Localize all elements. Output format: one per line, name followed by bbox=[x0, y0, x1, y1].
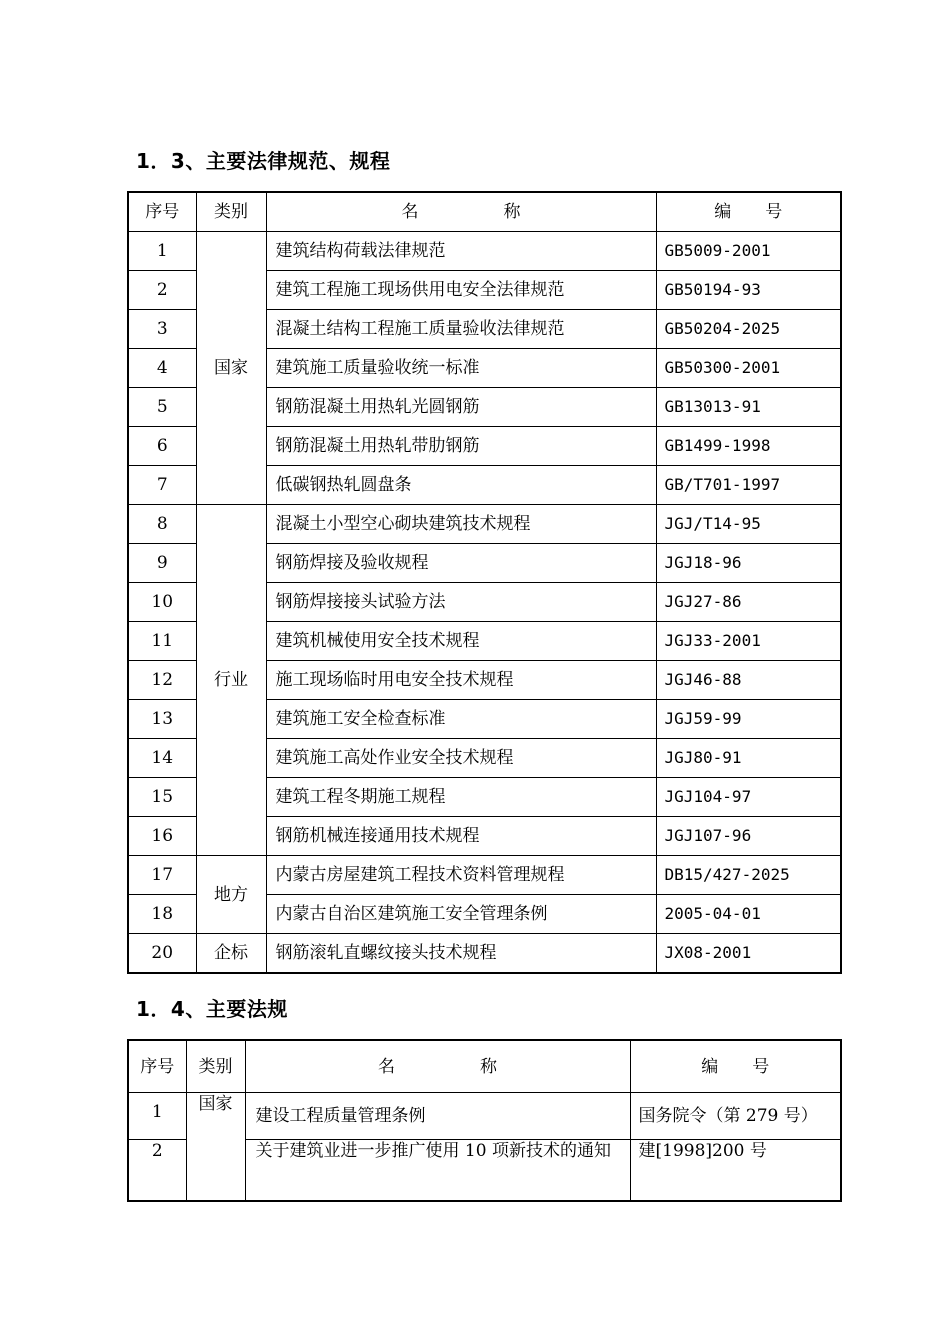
row-code: GB13013-91 bbox=[656, 388, 841, 427]
header-no: 序号 bbox=[128, 1040, 186, 1093]
row-code: JGJ46-88 bbox=[656, 661, 841, 700]
regulations-table bbox=[127, 191, 842, 974]
row-code: 国务院令（第 279 号） bbox=[630, 1093, 841, 1140]
row-category: 国家 bbox=[196, 232, 266, 505]
row-name: 建筑施工安全检查标准 bbox=[266, 700, 656, 739]
row-name: 钢筋滚轧直螺纹接头技术规程 bbox=[266, 934, 656, 974]
row-no: 11 bbox=[128, 622, 196, 661]
header-category: 类别 bbox=[186, 1040, 245, 1093]
header-name: 名 称 bbox=[245, 1040, 630, 1093]
row-no: 8 bbox=[128, 505, 196, 544]
row-code: 建[1998]200 号 bbox=[630, 1140, 841, 1202]
row-no: 20 bbox=[128, 934, 196, 974]
row-code: DB15/427-2025 bbox=[656, 856, 841, 895]
section-title-laws: 1．4、主要法规 bbox=[136, 997, 288, 1021]
row-no: 13 bbox=[128, 700, 196, 739]
table-row bbox=[128, 505, 841, 544]
header-category: 类别 bbox=[196, 192, 266, 232]
row-name: 混凝土小型空心砌块建筑技术规程 bbox=[266, 505, 656, 544]
row-code: GB/T701-1997 bbox=[656, 466, 841, 505]
row-code: JGJ107-96 bbox=[656, 817, 841, 856]
table-row bbox=[128, 856, 841, 895]
header-name: 名 称 bbox=[266, 192, 656, 232]
row-name: 关于建筑业进一步推广使用 10 项新技术的通知 bbox=[245, 1140, 630, 1202]
row-name: 钢筋混凝土用热轧带肋钢筋 bbox=[266, 427, 656, 466]
row-category: 地方 bbox=[196, 856, 266, 934]
row-code: JGJ27-86 bbox=[656, 583, 841, 622]
row-no: 16 bbox=[128, 817, 196, 856]
row-no: 18 bbox=[128, 895, 196, 934]
row-no: 17 bbox=[128, 856, 196, 895]
row-name: 低碳钢热轧圆盘条 bbox=[266, 466, 656, 505]
row-name: 钢筋焊接及验收规程 bbox=[266, 544, 656, 583]
table-header-row bbox=[128, 192, 841, 232]
row-no: 1 bbox=[128, 232, 196, 271]
header-code: 编 号 bbox=[656, 192, 841, 232]
laws-table bbox=[127, 1039, 842, 1202]
table-header-row bbox=[128, 1040, 841, 1093]
header-code: 编 号 bbox=[630, 1040, 841, 1093]
row-name: 建筑施工高处作业安全技术规程 bbox=[266, 739, 656, 778]
row-no: 12 bbox=[128, 661, 196, 700]
row-code: JGJ18-96 bbox=[656, 544, 841, 583]
row-code: JX08-2001 bbox=[656, 934, 841, 974]
row-name: 建设工程质量管理条例 bbox=[245, 1093, 630, 1140]
row-no: 2 bbox=[128, 271, 196, 310]
table-row bbox=[128, 1093, 841, 1140]
header-no: 序号 bbox=[128, 192, 196, 232]
row-code: JGJ33-2001 bbox=[656, 622, 841, 661]
row-no: 3 bbox=[128, 310, 196, 349]
row-code: JGJ/T14-95 bbox=[656, 505, 841, 544]
row-name: 建筑工程施工现场供用电安全法律规范 bbox=[266, 271, 656, 310]
row-name: 钢筋焊接接头试验方法 bbox=[266, 583, 656, 622]
table-row bbox=[128, 934, 841, 974]
row-code: GB5009-2001 bbox=[656, 232, 841, 271]
row-no: 1 bbox=[128, 1093, 186, 1140]
table-row bbox=[128, 232, 841, 271]
row-category: 企标 bbox=[196, 934, 266, 974]
row-name: 建筑结构荷载法律规范 bbox=[266, 232, 656, 271]
row-category: 国家 bbox=[186, 1093, 245, 1202]
row-no: 10 bbox=[128, 583, 196, 622]
row-code: GB50194-93 bbox=[656, 271, 841, 310]
row-name: 内蒙古房屋建筑工程技术资料管理规程 bbox=[266, 856, 656, 895]
row-no: 9 bbox=[128, 544, 196, 583]
row-no: 4 bbox=[128, 349, 196, 388]
row-code: 2005-04-01 bbox=[656, 895, 841, 934]
row-name: 混凝土结构工程施工质量验收法律规范 bbox=[266, 310, 656, 349]
row-no: 5 bbox=[128, 388, 196, 427]
section-title-regulations: 1．3、主要法律规范、规程 bbox=[136, 149, 391, 173]
row-name: 建筑施工质量验收统一标准 bbox=[266, 349, 656, 388]
row-no: 2 bbox=[128, 1140, 186, 1202]
row-no: 15 bbox=[128, 778, 196, 817]
row-name: 建筑工程冬期施工规程 bbox=[266, 778, 656, 817]
row-name: 钢筋机械连接通用技术规程 bbox=[266, 817, 656, 856]
row-name: 钢筋混凝土用热轧光圆钢筋 bbox=[266, 388, 656, 427]
row-name: 内蒙古自治区建筑施工安全管理条例 bbox=[266, 895, 656, 934]
row-name: 建筑机械使用安全技术规程 bbox=[266, 622, 656, 661]
row-code: GB1499-1998 bbox=[656, 427, 841, 466]
row-category: 行业 bbox=[196, 505, 266, 856]
row-no: 6 bbox=[128, 427, 196, 466]
row-code: JGJ104-97 bbox=[656, 778, 841, 817]
row-no: 7 bbox=[128, 466, 196, 505]
row-code: GB50300-2001 bbox=[656, 349, 841, 388]
row-code: JGJ59-99 bbox=[656, 700, 841, 739]
row-no: 14 bbox=[128, 739, 196, 778]
row-code: JGJ80-91 bbox=[656, 739, 841, 778]
row-name: 施工现场临时用电安全技术规程 bbox=[266, 661, 656, 700]
row-code: GB50204-2025 bbox=[656, 310, 841, 349]
